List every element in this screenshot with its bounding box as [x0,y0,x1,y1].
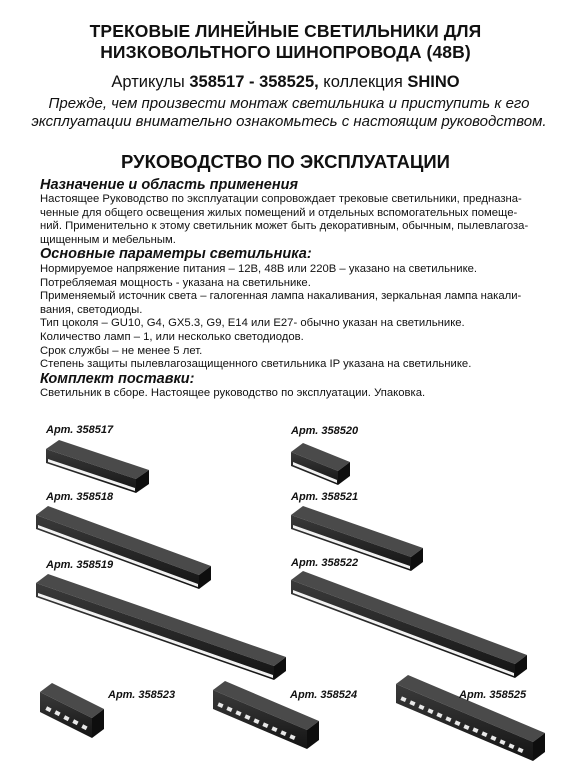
section-heading-purpose: Назначение и область применения [40,177,298,193]
text-line: Тип цоколя – GU10, G4, GX5.3, G9, E14 или E27- обычно указан на светильнике. [40,317,465,330]
text-line: Нормируемое напряжение питания – 12В, 48В или 220В – указано на светильнике. [40,263,478,275]
text-line: Потребляемая мощность - указана на светильнике. [40,276,311,289]
page-title-line-1: ТРЕКОВЫЕ ЛИНЕЙНЫЕ СВЕТИЛЬНИКИ ДЛЯ [89,21,482,41]
text-line: Светильник в сборе. Настоящее руководство по эксплуатации. Упаковка. [40,387,426,399]
text-line: щищенным и мебельным. [40,233,176,246]
warning-text: Прежде, чем произвести монтаж светильника и приступить к его эксплуатации внимательно ознакомьтесь с настоящим руководством. [31,95,547,130]
collection-prefix: коллекция [318,73,408,91]
text-line: Применяемый источник света – галогенная лампа накаливания, зеркальная лампа накали- [40,290,522,303]
collection-name: SHINO [407,73,460,91]
track-light-358518-image [36,506,211,589]
track-light-358517-image [46,440,149,493]
text-line: Срок службы – не менее 5 лет. [40,344,203,357]
page-title-line-2: НИЗКОВОЛЬТНОГО ШИНОПРОВОДА (48В) [100,42,471,62]
article-label-358520: Арт. 358520 [291,425,359,437]
track-light-358522-image [291,571,527,678]
articles-prefix: Артикулы [111,73,190,91]
track-light-358519-image [36,574,286,680]
article-label-358519: Арт. 358519 [46,559,114,571]
manual-title: РУКОВОДСТВО ПО ЭКСПЛУАТАЦИИ [121,151,450,172]
section-heading-parameters: Основные параметры светильника: [40,246,312,262]
text-line: ченные для общего освещения жилых помещений и отдельных вспомогательных помеще- [40,206,518,219]
article-label-358525: Арт. 358525 [459,689,527,701]
article-label-358518: Арт. 358518 [46,491,114,503]
article-label-358524: Арт. 358524 [290,689,358,701]
text-line: Настоящее Руководство по эксплуатации сопровождает трековые светильники, предназна- [40,193,522,205]
article-label-358522: Арт. 358522 [291,557,359,569]
section-heading-package: Комплект поставки: [40,371,195,387]
article-label-358517: Арт. 358517 [46,424,114,436]
text-line: вания, светодиоды. [40,303,143,316]
article-label-358523: Арт. 358523 [108,689,176,701]
track-light-358523-image [40,683,104,738]
text-line: ний. Применительно к этому светильник может быть декоративным, обычным, пылевлагоза- [40,220,529,233]
track-light-358520-image [291,443,350,485]
articles-range: 358517 - 358525, [189,73,319,91]
text-line: Степень защиты пылевлагозащищенного светильника IP указана на светильнике. [40,358,472,371]
article-label-358521: Арт. 358521 [291,491,359,503]
text-line: Количество ламп – 1, или несколько светодиодов. [40,330,304,343]
track-light-358525-image [396,675,545,761]
